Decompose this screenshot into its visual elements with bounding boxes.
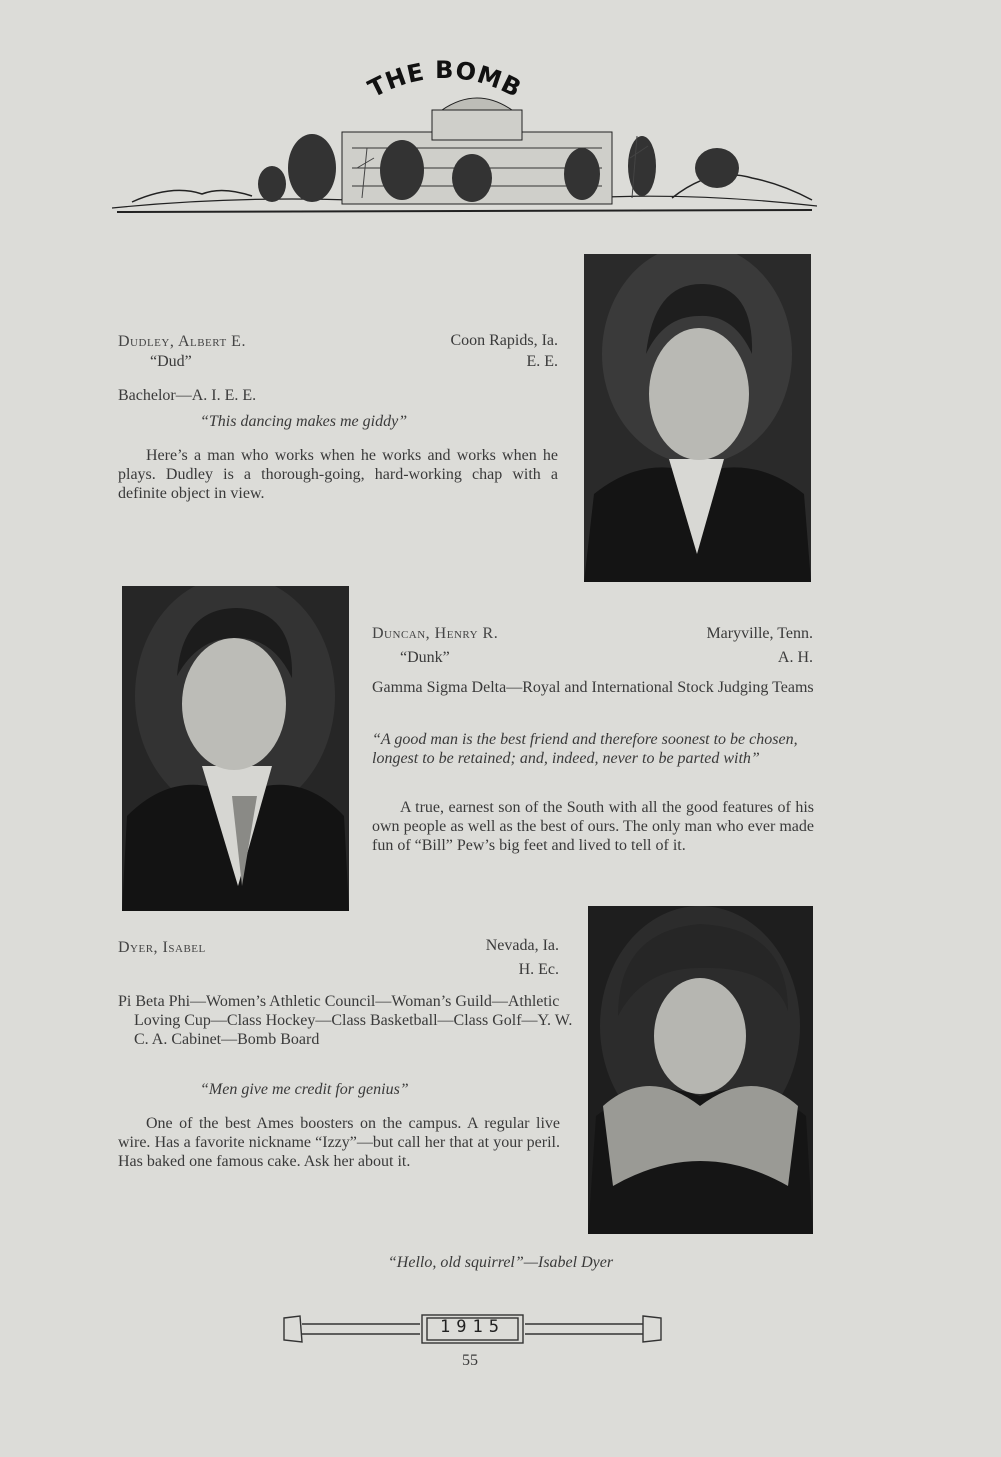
entry-location: Nevada, Ia. [485,937,559,954]
portrait-dyer-image [588,906,813,1234]
entry-location: Maryville, Tenn. [706,625,813,642]
entry-degree: E. E. [526,353,558,370]
entry-nickname: “Dud” [150,353,192,370]
portrait-duncan [122,586,349,911]
portrait-dudley-image [584,254,811,582]
entry-location: Coon Rapids, Ia. [450,332,558,349]
entry-bio: One of the best Ames boosters on the campus. A regular live wire. Has a favorite nickname “Izzy”—but call her that at your peril. Has baked one famous cake. Ask her about it. [118,1115,560,1170]
entry-affiliations: Gamma Sigma Delta—Royal and International Stock Judging Teams [372,679,814,696]
portrait-dudley [584,254,811,582]
entry-quote: “A good man is the best friend and therefore soonest to be chosen, longest to be retained; and, indeed, never to be parted with” [372,731,798,767]
campus-illustration [112,88,817,216]
year-text: 1915 [440,1317,505,1337]
entry-nickname: “Dunk” [400,649,450,666]
entry-affiliations: Pi Beta Phi—Women’s Athletic Council—Woman’s Guild—Athletic Loving Cup—Class Hockey—Class Basketball—Class Golf—Y. W. C. A. Cabinet—Bomb Board [118,993,573,1048]
entry-degree: H. Ec. [518,961,559,978]
year-ornament [280,1312,665,1346]
entry-bio: A true, earnest son of the South with all the good features of his own people as well as the best of ours. The only man who ever made fun of “Bill” Pew’s big feet and lived to tell of it. [372,799,814,854]
entry-degree: A. H. [777,649,813,666]
entry-name: Duncan, Henry R. [372,625,499,642]
entry-affiliations: Bachelor—A. I. E. E. [118,387,257,404]
portrait-duncan-image [122,586,349,911]
page-number: 55 [462,1352,478,1369]
header-title-text: THE BOMB [363,60,527,104]
entry-bio: Here’s a man who works when he works and works when he plays. Dudley is a thorough-going, hard-working chap with a definite object in view. [118,447,558,502]
footer-quote: “Hello, old squirrel”—Isabel Dyer [387,1254,614,1271]
entry-quote: “This dancing makes me giddy” [200,413,408,430]
entry-name: Dudley, Albert E. [118,333,246,350]
portrait-dyer [588,906,813,1234]
entry-name: Dyer, Isabel [118,939,206,956]
entry-quote: “Men give me credit for genius” [200,1081,409,1098]
